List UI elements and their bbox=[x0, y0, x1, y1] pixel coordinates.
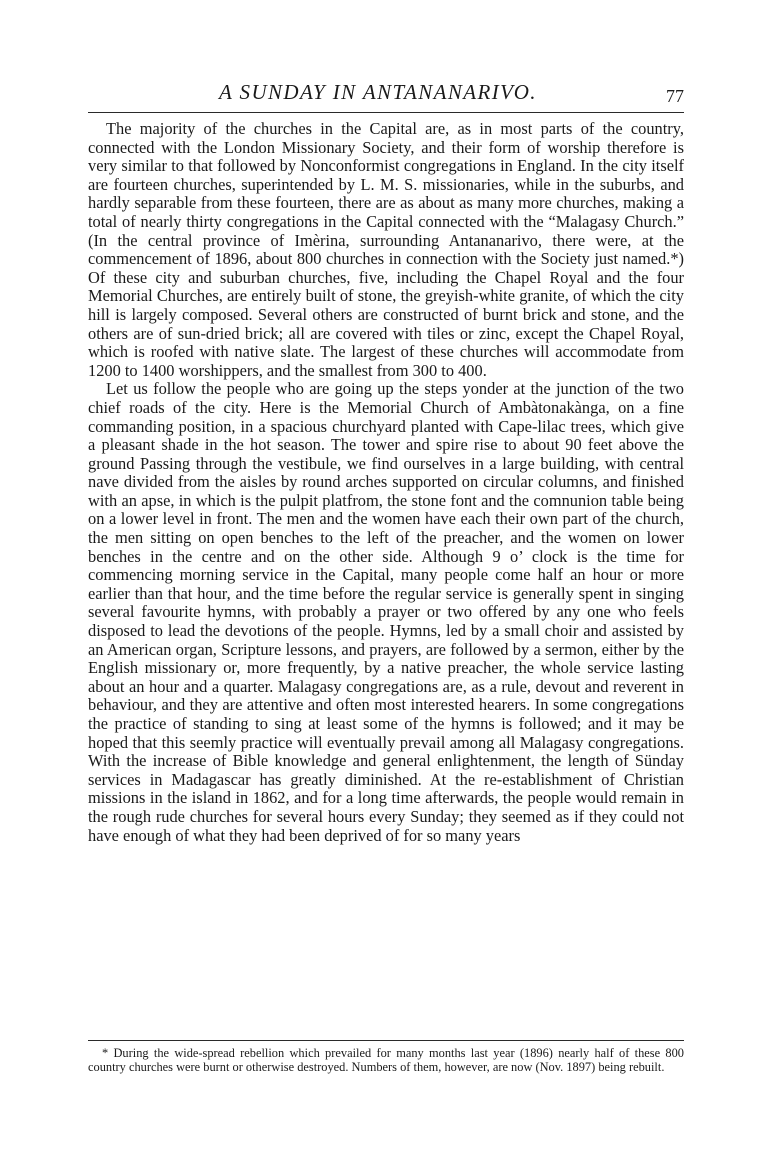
header-rule bbox=[88, 112, 684, 113]
page-header bbox=[88, 80, 684, 108]
footnote: * During the wide-spread rebellion which prevailed for many months last year (1896) nearly half of these 800 country churches were burnt or otherwise destroyed. Numbers of them, however, are now (Nov. 1897) being rebuilt. bbox=[88, 1046, 684, 1074]
paragraph: Let us follow the people who are going up the steps yonder at the junction of the two chief roads of the city. Here is the Memorial Church of Ambàtonakànga, on a fine commanding position, in a spacious churchyard planted with Cape-lilac trees, which give a pleasant shade in the hot season. The tower and spire rise to about 90 feet above the ground Passing through the vestibule, we find ourselves in a large building, with central nave divided from the aisles by round arches supported on circular columns, and finished with an apse, in which is the pulpit platfrom, the stone font and the comnunion table being on a lower level in front. The men and the women have each their own part of the church, the men sitting on open benches to the left of the preacher, and the women on lower benches in the centre and on the other side. Although 9 o’ clock is the time for commencing morning service in the Capital, many people come half an hour or more earlier than that hour, and the time before the regular service is generally spent in singing several favourite hymns, with probably a prayer or two offered by any one who feels disposed to lead the devotions of the people. Hymns, led by a small choir and assisted by an American organ, Scripture lessons, and prayers, are followed by a sermon, either by the English missionary or, more frequently, by a native preacher, the whole service lasting about an hour and a quarter. Malagasy congregations are, as a rule, devout and reverent in behaviour, and they are attentive and often most interested hearers. In some congregations the practice of standing to sing at least some of the hymns is followed; and it may be hoped that this seemly practice will eventually prevail among all Malagasy congregations. With the increase of Bible knowledge and general enlightenment, the length of Sünday services in Madagascar has greatly diminished. At the re-establishment of Christian missions in the island in 1862, and for a long time afterwards, the people would remain in the rough rude churches for several hours every Sunday; they seemed as if they could not have enough of what they had been deprived of for so many years bbox=[88, 379, 684, 845]
page-number: 77 bbox=[666, 86, 684, 106]
footnote-rule bbox=[88, 1040, 684, 1041]
running-title: A SUNDAY IN ANTANANARIVO. bbox=[219, 80, 537, 104]
paragraph: The majority of the churches in the Capital are, as in most parts of the country, connected with the London Missionary Society, and their form of worship therefore is very similar to that followed by Nonconformist congregations in England. In the city itself are fourteen churches, superintended by L. M. S. missionaries, while in the suburbs, and hardly separable from these fourteen, there are as about as many more churches, making a total of nearly thirty congregations in the Capital connected with the “Malagasy Church.” (In the central province of Imèrina, surrounding Antananarivo, there were, at the commencement of 1896, about 800 churches in connection with the Society just named.*) Of these city and suburban churches, five, including the Chapel Royal and the four Memorial Churches, are entirely built of stone, the greyish-white granite, of which the city hill is largely composed. Several others are constructed of burnt brick and stone, and the others are of sun-dried brick; all are covered with tiles or zinc, except the Chapel Royal, which is roofed with native slate. The largest of these churches will accommodate from 1200 to 1400 worshippers, and the smallest from 300 to 400. bbox=[88, 119, 684, 380]
body-text bbox=[88, 120, 684, 845]
